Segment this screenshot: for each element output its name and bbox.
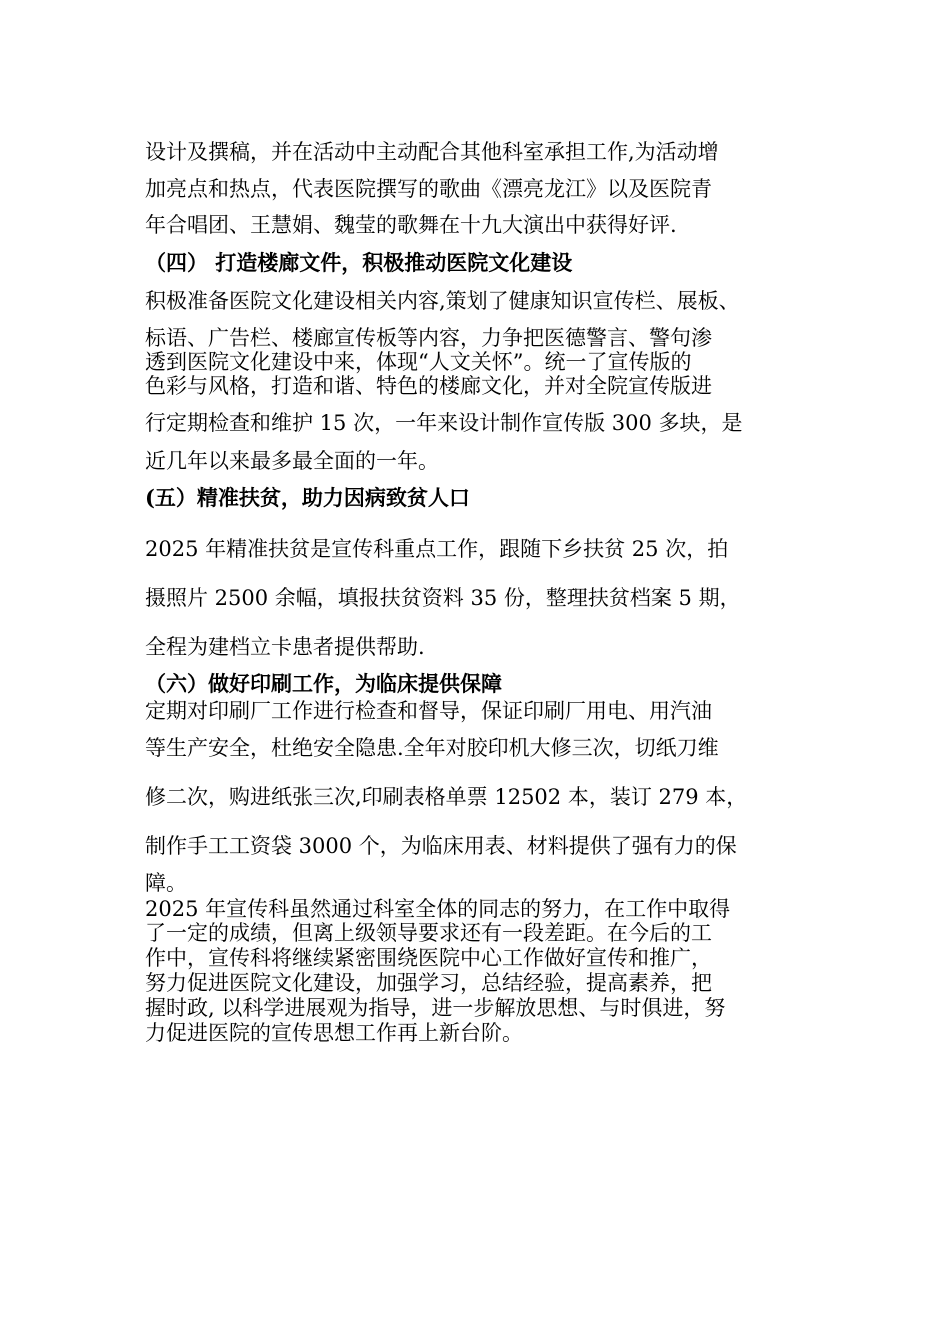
paragraph-line: 制作手工工资袋 3000 个，为临床用表、材料提供了强有力的保 (145, 834, 737, 858)
paragraph-line: 摄照片 2500 余幅，填报扶贫资料 35 份，整理扶贫档案 5 期， (145, 586, 741, 610)
paragraph-line: 努力促进医院文化建设，加强学习，总结经验，提高素养，把 (145, 971, 712, 995)
paragraph-line: 设计及撰稿，并在活动中主动配合其他科室承担工作,为活动增 (145, 140, 719, 164)
paragraph-line: 透到医院文化建设中来，体现“人文关怀”。统一了宣传版的 (145, 350, 692, 374)
section-heading: (五）精准扶贫，助力因病致贫人口 (145, 485, 470, 510)
paragraph-line: 等生产安全，杜绝安全隐患.全年对胶印机大修三次，切纸刀维 (145, 736, 719, 760)
paragraph-line: 色彩与风格，打造和谐、特色的楼廊文化，并对全院宣传版进 (145, 374, 712, 398)
paragraph-line: 力促进医院的宣传思想工作再上新台阶。 (145, 1021, 523, 1045)
paragraph-line: 行定期检查和维护 15 次，一年来设计制作宣传版 300 多块，是 (145, 411, 743, 435)
paragraph-line: 全程为建档立卡患者提供帮助. (145, 635, 425, 659)
paragraph-line: 标语、广告栏、楼廊宣传板等内容，力争把医德警言、警句渗 (145, 326, 712, 350)
paragraph-line: 年合唱团、王慧娟、魏莹的歌舞在十九大演出中获得好评. (145, 213, 677, 237)
paragraph-line: 定期对印刷厂工作进行检查和督导，保证印刷厂用电、用汽油 (145, 699, 712, 723)
paragraph-line: 了一定的成绩，但离上级领导要求还有一段差距。在今后的工 (145, 921, 712, 945)
paragraph-line: 障。 (145, 871, 187, 895)
paragraph-line: 修二次，购进纸张三次,印刷表格单票 12502 本，装订 279 本， (145, 785, 748, 809)
paragraph-line: 2025 年精准扶贫是宣传科重点工作，跟随下乡扶贫 25 次，拍 (145, 537, 729, 561)
paragraph-line: 作中，宣传科将继续紧密围绕医院中心工作做好宣传和推广， (145, 946, 712, 970)
paragraph-line: 握时政, 以科学进展观为指导，进一步解放思想、与时俱进，努 (145, 996, 726, 1020)
paragraph-line: 积极准备医院文化建设相关内容,策划了健康知识宣传栏、展板、 (145, 289, 740, 313)
paragraph-line: 2025 年宣传科虽然通过科室全体的同志的努力，在工作中取得 (145, 897, 731, 921)
section-heading: （四） 打造楼廊文件，积极推动医院文化建设 (145, 250, 573, 275)
paragraph-line: 加亮点和热点，代表医院撰写的歌曲《漂亮龙江》以及医院青 (145, 177, 712, 201)
paragraph-line: 近几年以来最多最全面的一年。 (145, 449, 439, 473)
section-heading: （六）做好印刷工作，为临床提供保障 (145, 671, 502, 696)
